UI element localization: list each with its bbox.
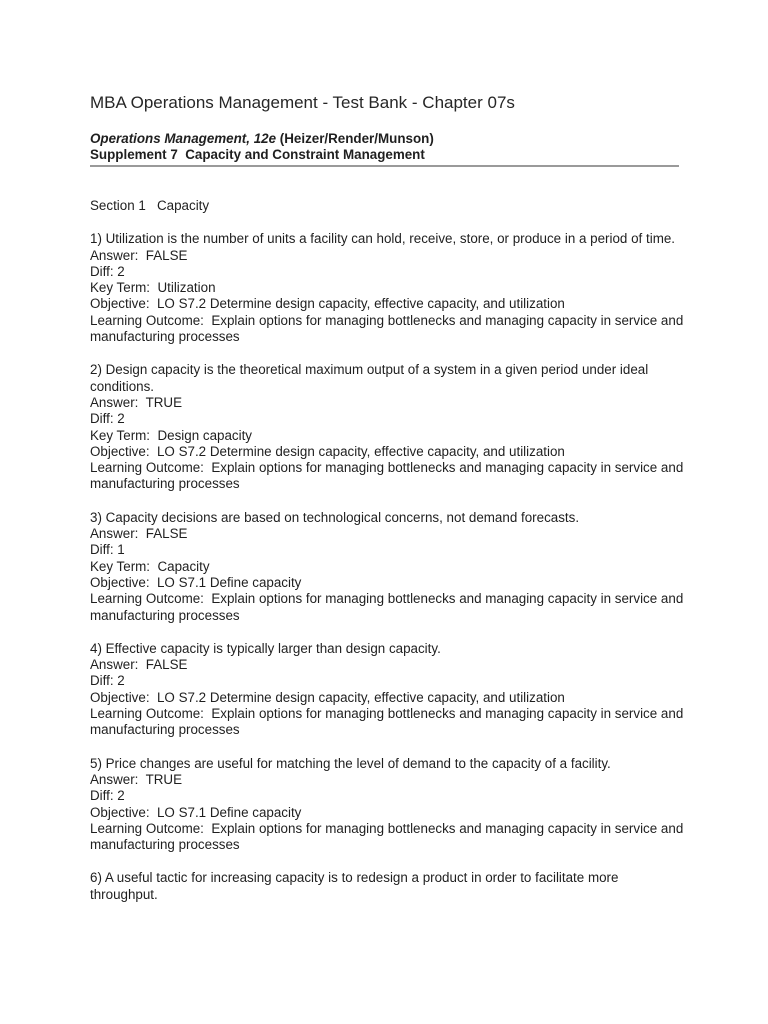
learning-outcome-line: Learning Outcome: Explain options for managing bottlenecks and managing capacity in service and manufacturing processes xyxy=(90,820,687,853)
section-heading: Section 1 Capacity xyxy=(90,198,210,213)
supplement-title: Supplement 7 Capacity and Constraint Management xyxy=(90,147,425,162)
book-authors: (Heizer/Render/Munson) xyxy=(276,131,434,146)
learning-outcome-line: Learning Outcome: Explain options for managing bottlenecks and managing capacity in service and manufacturing processes xyxy=(90,591,687,623)
answer-line: Answer: FALSE xyxy=(90,657,188,673)
answer-line: Answer: TRUE xyxy=(90,771,183,787)
objective-line: Objective: LO S7.2 Determine design capacity, effective capacity, and utilization xyxy=(90,296,565,312)
key-term-line: Key Term: Capacity xyxy=(90,558,210,574)
answer-line: Answer: FALSE xyxy=(90,526,188,542)
objective-line: Objective: LO S7.2 Determine design capacity, effective capacity, and utilization xyxy=(90,443,565,459)
difficulty-line: Diff: 1 xyxy=(90,542,125,558)
learning-outcome-line: Learning Outcome: Explain options for managing bottlenecks and managing capacity in service and manufacturing processes xyxy=(90,706,687,738)
document-page xyxy=(90,93,690,903)
question-text: 1) Utilization is the number of units a facility can hold, receive, store, or produce in a period of time. xyxy=(90,231,676,247)
document-title: MBA Operations Management - Test Bank - Chapter 07s xyxy=(90,93,515,112)
question-text: 6) A useful tactic for increasing capacity is to redesign a product in order to facilitate more throughput. xyxy=(90,870,623,902)
book-reference xyxy=(90,131,690,147)
objective-line: Objective: LO S7.1 Define capacity xyxy=(90,804,302,820)
question-item xyxy=(90,362,685,492)
objective-line: Objective: LO S7.1 Define capacity xyxy=(90,574,302,590)
question-item xyxy=(90,870,685,903)
question-text: 2) Design capacity is the theoretical maximum output of a system in a given period under ideal conditions. xyxy=(90,362,652,394)
question-item xyxy=(90,641,685,739)
objective-line: Objective: LO S7.2 Determine design capacity, effective capacity, and utilization xyxy=(90,689,565,705)
difficulty-line: Diff: 2 xyxy=(90,263,125,279)
key-term-line: Key Term: Design capacity xyxy=(90,427,252,443)
question-item xyxy=(90,756,685,854)
key-term-line: Key Term: Utilization xyxy=(90,280,216,296)
book-title: Operations Management, 12e xyxy=(90,131,277,146)
question-text: 5) Price changes are useful for matching the level of demand to the capacity of a facility. xyxy=(90,755,611,771)
difficulty-line: Diff: 2 xyxy=(90,788,125,804)
learning-outcome-line: Learning Outcome: Explain options for managing bottlenecks and managing capacity in service and manufacturing processes xyxy=(90,312,687,345)
answer-line: Answer: FALSE xyxy=(90,247,188,263)
question-item xyxy=(90,231,685,345)
question-item xyxy=(90,510,685,624)
question-text: 3) Capacity decisions are based on technological concerns, not demand forecasts. xyxy=(90,509,580,525)
difficulty-line: Diff: 2 xyxy=(90,411,125,427)
learning-outcome-line: Learning Outcome: Explain options for managing bottlenecks and managing capacity in service and manufacturing processes xyxy=(90,460,687,492)
header-divider xyxy=(90,165,679,167)
difficulty-line: Diff: 2 xyxy=(90,673,125,689)
answer-line: Answer: TRUE xyxy=(90,394,183,410)
question-text: 4) Effective capacity is typically larger than design capacity. xyxy=(90,640,441,656)
